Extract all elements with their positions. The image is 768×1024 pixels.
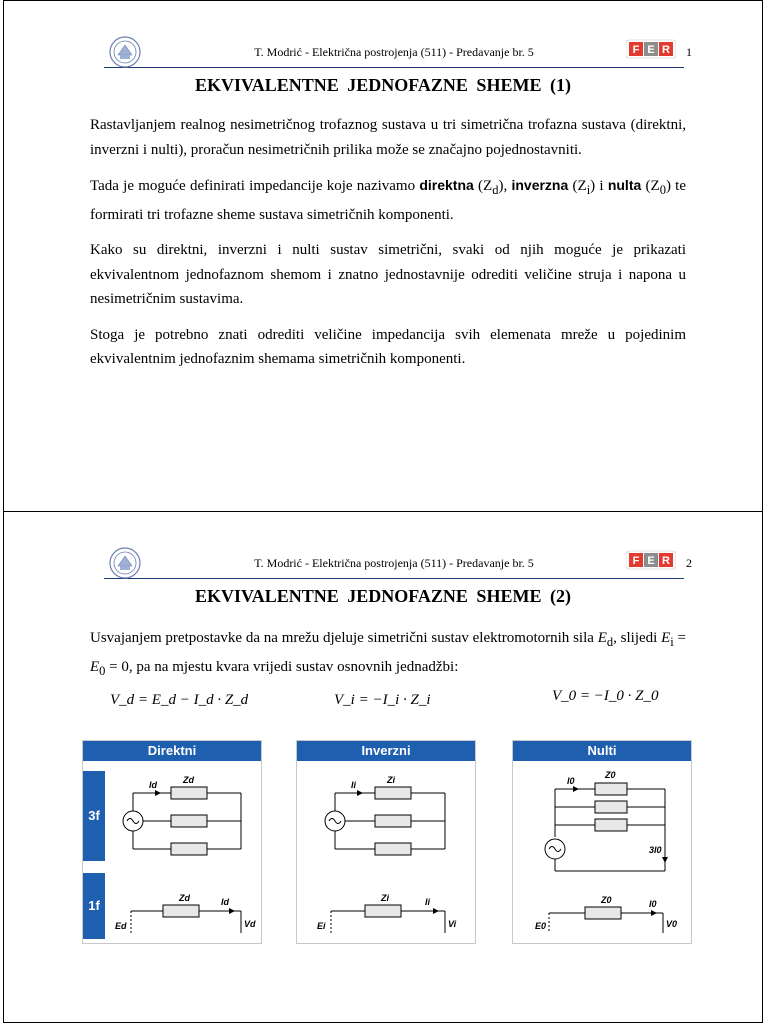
symbol: E — [90, 658, 100, 675]
slide-1 — [3, 0, 763, 512]
svg-text:F: F — [632, 44, 640, 56]
page-number: 1 — [686, 45, 692, 59]
panel-title: Inverzni — [297, 741, 475, 761]
panel-nulti — [512, 740, 692, 944]
circuit-diagram-nulti — [513, 761, 691, 943]
term-direktna: direktna — [419, 177, 474, 193]
text-run: , slijedi — [613, 630, 662, 646]
slide-title: EKVIVALENTNE JEDNOFAZNE SHEME (1) — [195, 75, 571, 95]
paragraph-1 — [90, 626, 686, 683]
text-run: (Z — [568, 178, 587, 194]
svg-text:F: F — [632, 555, 640, 567]
label-e0: E0 — [535, 921, 547, 931]
subscript: 0 — [99, 663, 106, 678]
text-run: Tada je moguće definirati impedancije koje nazivamo — [90, 178, 420, 194]
label-ii: Ii — [351, 780, 357, 790]
slide-body — [90, 626, 686, 694]
text-run: ), — [498, 178, 512, 194]
symbol: E — [597, 630, 607, 646]
equation-zero: V_0 = −I_0 · Z_0 — [552, 688, 659, 704]
subscript: d — [492, 183, 499, 197]
subscript: i — [670, 635, 674, 649]
label-v0: V0 — [666, 919, 678, 929]
text-run: (Z — [641, 178, 660, 194]
term-nulta: nulta — [607, 177, 642, 193]
svg-text:R: R — [662, 555, 670, 567]
slide-header — [104, 548, 684, 579]
term-inverzna: inverzna — [511, 177, 569, 193]
text-run: = — [673, 630, 686, 646]
svg-text:R: R — [662, 44, 670, 56]
row-label-3f: 3f — [83, 771, 105, 861]
label-zd-1f: Zd — [179, 893, 190, 903]
label-ei: Ei — [317, 921, 326, 931]
subscript: d — [606, 635, 614, 649]
label-vi: Vi — [448, 919, 457, 929]
panel-title: Direktni — [83, 741, 261, 761]
label-id-1f: Id — [221, 897, 229, 907]
label-ed: Ed — [115, 921, 127, 931]
label-id: Id — [149, 780, 157, 790]
symbol: E — [661, 630, 671, 646]
page-number: 2 — [686, 556, 692, 570]
label-vd: Vd — [244, 919, 256, 929]
header-text: T. Modrić - Električna postrojenja (511) - Predavanje br. 5 — [254, 45, 534, 59]
paragraph-4: Stoga je potrebno znati odrediti veličine impedancija svih elemenata mreže u pojedinim ekvivalentnim jednofaznim shemama simetričnih komponenti. — [90, 326, 686, 367]
paragraph-3: Kako su direktni, inverzni i nulti sustav simetrični, svaki od njih moguće je prikazati ekvivalentnom jednofaznom shemom i znatno jednostavnije odrediti veličine struja i napona u nesimetričnim sustavima. — [90, 242, 686, 307]
fer-logo-icon — [626, 37, 676, 61]
text-run: ) — [590, 178, 596, 194]
paragraph-1: Rastavljanjem realnog nesimetričnog trofaznog sustava u tri simetrična trofazna sustava (direktni, inverzni i nulti), proračun nesimetričnih prilika može se značajno pojednostavniti. — [90, 117, 686, 158]
label-zd: Zd — [183, 775, 194, 785]
text-run: (Z — [478, 178, 493, 194]
paragraph-2 — [90, 173, 686, 227]
label-z0: Z0 — [605, 770, 616, 780]
label-3i0: 3I0 — [649, 845, 662, 855]
label-i0-1f: I0 — [649, 899, 657, 909]
circuit-diagram-direktni — [83, 761, 261, 943]
subscript: 0 — [659, 183, 666, 197]
label-zi-1f: Zi — [381, 893, 389, 903]
text-run: ) te formirati tri trofazne sheme sustava simetričnih komponenti. — [90, 178, 686, 223]
slide-2 — [3, 511, 763, 1023]
slide-body — [90, 113, 686, 383]
svg-text:E: E — [647, 44, 655, 56]
equation-direct: V_d = E_d − I_d · Z_d — [110, 692, 249, 708]
label-z0-1f: Z0 — [601, 895, 612, 905]
equation-inverse: V_i = −I_i · Z_i — [334, 692, 431, 708]
header-text: T. Modrić - Električna postrojenja (511) - Predavanje br. 5 — [254, 556, 534, 570]
label-zi: Zi — [387, 775, 395, 785]
panel-direktni — [82, 740, 262, 944]
row-label-1f: 1f — [83, 873, 105, 939]
text-run: Usvajanjem pretpostavke da na mrežu djeluje simetrični sustav elektromotornih sila — [90, 630, 598, 646]
text-run: i — [595, 178, 608, 194]
fer-logo-icon — [626, 548, 676, 572]
panel-title: Nulti — [513, 741, 691, 761]
panel-inverzni — [296, 740, 476, 944]
slide-header — [104, 37, 684, 68]
subscript: i — [586, 183, 591, 197]
label-i0: I0 — [567, 776, 575, 786]
circuit-diagram-inverzni — [297, 761, 475, 943]
text-run: = 0, pa na mjestu kvara vrijedi sustav osnovnih jednadžbi: — [105, 658, 459, 675]
svg-text:E: E — [647, 555, 655, 567]
slide-title: EKVIVALENTNE JEDNOFAZNE SHEME (2) — [195, 586, 571, 606]
label-ii-1f: Ii — [425, 897, 431, 907]
